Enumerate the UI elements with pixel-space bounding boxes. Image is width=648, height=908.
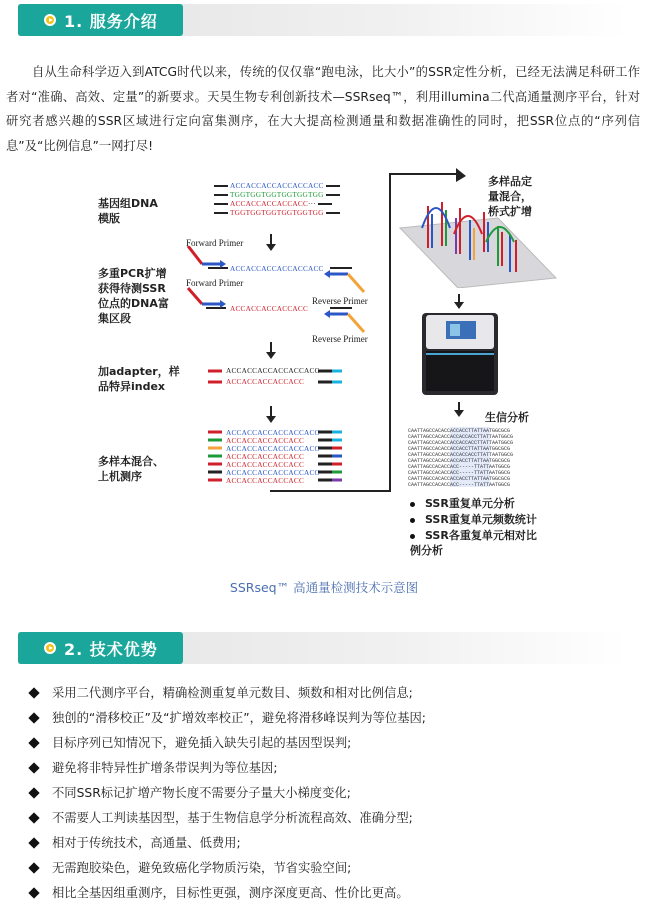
seq-red2: TGGTGGTGGTGGTGGTGG bbox=[230, 208, 324, 217]
diamond-bullet-icon bbox=[28, 712, 39, 723]
diamond-bullet-icon bbox=[28, 837, 39, 848]
diamond-bullet-icon bbox=[28, 787, 39, 798]
step-label-multiplex-pcr: 多重PCR扩增 获得待测SSR 位点的DNA富 集区段 bbox=[98, 267, 169, 325]
section-title: 1. 服务介绍 bbox=[64, 12, 158, 31]
ssrseq-diagram: 基因组DNA 模版 多重PCR扩增 获得待测SSR 位点的DNA富 集区段 加adapter，样 品特异index 多样本混合、 上机测序 ACCACCACCACCACCACC TGGTGGTGGTGGTGGTGG ACCACCACCACCACC··· TGGTGGTGGTGGTGGTGG Forward Primer Forward Primer Reverse Primer Reverse Primer ACCACCACCACCACCACC ACCACCACCACCACC ACCACCACCACCACCACC ACCACCACCACCACC ACCACCACCACCACCACC ACCACCACCACCACC ACCACCACCACCACCACC ACCACCACCACCACC ACCACCACCACCACC ACCACCACCACCACCACC ACCACCACCACCACC 多样品定 量混合， 桥式扩增 生信分析 CAATTAGCCACACCACCACCTTATTAATGGCGCG CAATTAGCCACACCACCACCACCTTATTAATGGCG CAATTAGCCACACCACCACCACCTTATTAATGGCG CAATTAGCCACACCACCACCTTATTAATGGCGCG CAATTAGCCACACCACCACCACCTTATTAATGGCG CAATTAGCCACACCACCACCTTATTAATGGCGCG CAATTAGCCACACCACC-----TTATTAATGGCG CAATTAGCCACACCACC-----TTATTAATGGCG CAATTAGCCACACCACCACCTTATTAATGGCGCG CAATTAGCCACACCACC-----TTATTAATGGCG SSR重复单元分析 SSR重复单元频数统计 SSR各重复单元相对比 例分析 bbox=[0, 166, 648, 566]
list-item: 相对于传统技术，高通量、低费用; bbox=[28, 833, 628, 858]
svg-text:CAATTAGCCACACCACC-----TTATTAAT: CAATTAGCCACACCACC-----TTATTAATGGCG bbox=[408, 482, 511, 488]
alignment-image bbox=[398, 426, 558, 492]
list-item: 无需跑胶染色，避免致癌化学物质污染，节省实验空间; bbox=[28, 858, 628, 883]
svg-text:CAATTAGCCACACCACCACCACCTTATTAA: CAATTAGCCACACCACCACCACCTTATTAATGGCG bbox=[408, 452, 514, 458]
adapter-seq-1: ACCACCACCACCACCACC bbox=[226, 366, 320, 375]
mix-seq-7: ACCACCACCACCACC bbox=[226, 476, 305, 485]
svg-text:CAATTAGCCACACCACC-----TTATTAAT: CAATTAGCCACACCACC-----TTATTAATGGCG bbox=[408, 470, 511, 476]
list-item: 相比全基因组重测序，目标性更强，测序深度更高、性价比更高。 bbox=[28, 883, 628, 908]
list-item: 采用二代测序平台，精确检测重复单元数目、频数和相对比例信息; bbox=[28, 683, 628, 708]
reverse-primer-label-2: Reverse Primer bbox=[312, 334, 368, 344]
section-title: 2. 技术优势 bbox=[64, 640, 158, 659]
diamond-bullet-icon bbox=[28, 862, 39, 873]
adapter-seq-2: ACCACCACCACCACC bbox=[226, 377, 305, 386]
mix-seq-1: ACCACCACCACCACCACC bbox=[226, 428, 320, 437]
play-bullet-icon bbox=[44, 14, 56, 26]
svg-text:CAATTAGCCACACCACCACCTTATTAATGG: CAATTAGCCACACCACCACCTTATTAATGGCGCG bbox=[408, 446, 511, 452]
advantages-list bbox=[28, 683, 628, 908]
list-item: 不需要人工判读基因型，基于生物信息学分析流程高效、准确分型; bbox=[28, 808, 628, 833]
diamond-bullet-icon bbox=[28, 687, 39, 698]
reverse-primer-label: Reverse Primer bbox=[312, 296, 368, 306]
down-arrow-icon bbox=[458, 402, 460, 412]
svg-text:CAATTAGCCACACCACCACCTTATTAATGG: CAATTAGCCACACCACCACCTTATTAATGGCGCG bbox=[408, 476, 511, 482]
play-bullet-icon bbox=[44, 642, 56, 654]
pcr-seq-2: ACCACCACCACCACC bbox=[230, 304, 309, 313]
forward-primer-label: Forward Primer bbox=[186, 238, 244, 248]
step-label-mix-sequencing: 多样本混合、 上机测序 bbox=[98, 455, 164, 483]
svg-text:CAATTAGCCACACCACCACCTTATTAATGG: CAATTAGCCACACCACCACCTTATTAATGGCGCG bbox=[408, 458, 511, 464]
pcr-seq-1: ACCACCACCACCACCACC bbox=[230, 264, 324, 273]
diamond-bullet-icon bbox=[28, 762, 39, 773]
mix-seq-4: ACCACCACCACCACC bbox=[226, 452, 305, 461]
list-item: 避免将非特异性扩增条带误判为等位基因; bbox=[28, 758, 628, 783]
intro-paragraph: 自从生命科学迈入到ATCG时代以来，传统的仅仅靠“跑电泳，比大小”的SSR定性分析，已经无法满足科研工作者对“准确、高效、定量”的新要求。天昊生物专利创新技术—SSRseq™，利用illumina二代高通量测序平台，针对研究者感兴趣的SSR区域进行定向富集测序，在大大提高检测通量和数据准确性的同时，把SSR位点的“序列信息”及“比例信息”一网打尽! bbox=[6, 65, 640, 153]
svg-text:CAATTAGCCACACCACCACCACCTTATTAA: CAATTAGCCACACCACCACCACCTTATTAATGGCG bbox=[408, 440, 514, 446]
mix-seq-6: ACCACCACCACCACCACC bbox=[226, 468, 320, 477]
svg-text:CAATTAGCCACACCACCACCACCTTATTAA: CAATTAGCCACACCACCACCACCTTATTAATGGCG bbox=[408, 434, 514, 440]
mix-seq-3: ACCACCACCACCACCACC bbox=[226, 444, 320, 453]
mix-label: 多样品定 量混合， 桥式扩增 bbox=[488, 175, 532, 218]
bullet-dot-icon bbox=[410, 534, 415, 539]
bullet-repeat-unit: SSR重复单元分析 bbox=[410, 496, 515, 511]
section-header-service bbox=[18, 4, 628, 36]
mix-seq-2: ACCACCACCACCACC bbox=[226, 436, 305, 445]
step-label-genomic-dna: 基因组DNA 模版 bbox=[98, 197, 158, 225]
forward-primer-label-2: Forward Primer bbox=[186, 278, 244, 288]
list-item: 不同SSR标记扩增产物长度不需要分子量大小梯度变化; bbox=[28, 783, 628, 808]
svg-text:CAATTAGCCACACCACC-----TTATTAAT: CAATTAGCCACACCACC-----TTATTAATGGCG bbox=[408, 464, 511, 470]
step-label-adapter: 加adapter，样 品特异index bbox=[98, 365, 180, 393]
bullet-dot-icon bbox=[410, 502, 415, 507]
bioinfo-label: 生信分析 bbox=[485, 411, 529, 424]
diamond-bullet-icon bbox=[28, 887, 39, 898]
list-item: 目标序列已知情况下，避免插入缺失引起的基因型误判; bbox=[28, 733, 628, 758]
bridge-amplification-image bbox=[398, 188, 558, 288]
bullet-frequency: SSR重复单元频数统计 bbox=[410, 512, 537, 527]
mix-seq-5: ACCACCACCACCACC bbox=[226, 460, 305, 469]
section-header-advantages bbox=[18, 632, 628, 664]
seq-blue: ACCACCACCACCACCACC bbox=[230, 181, 324, 190]
bullet-ratio: SSR各重复单元相对比 例分析 bbox=[410, 529, 537, 557]
seq-red: ACCACCACCACCACC bbox=[230, 199, 309, 208]
diamond-bullet-icon bbox=[28, 812, 39, 823]
svg-text:CAATTAGCCACACCACCACCTTATTAATGG: CAATTAGCCACACCACCACCTTATTAATGGCGCG bbox=[408, 428, 511, 434]
list-item: 独创的“滑移校正”及“扩增效率校正”，避免将滑移峰误判为等位基因; bbox=[28, 708, 628, 733]
seq-green: TGGTGGTGGTGGTGGTGG bbox=[230, 190, 324, 199]
sequencer-image bbox=[420, 311, 500, 397]
diamond-bullet-icon bbox=[28, 737, 39, 748]
bullet-dot-icon bbox=[410, 518, 415, 523]
diagram-caption: SSRseq™ 高通量检测技术示意图 bbox=[229, 580, 419, 595]
down-arrow-icon bbox=[458, 294, 460, 304]
